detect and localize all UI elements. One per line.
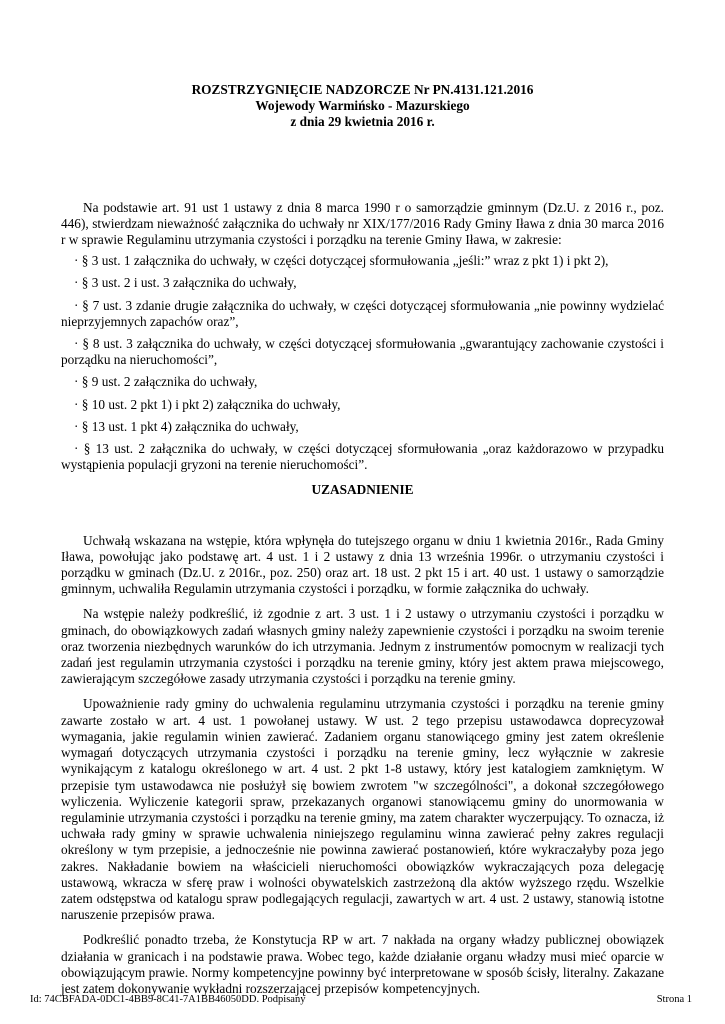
document-title: ROZSTRZYGNIĘCIE NADZORCZE Nr PN.4131.121.2016 bbox=[191, 82, 534, 97]
intro-paragraph: Na podstawie art. 91 ust 1 ustawy z dnia 8 marca 1990 r o samorządzie gminnym (Dz.U. z 2016 r., poz. 446), stwierdzam nieważność załącznika do uchwały nr XIX/177/2016 Rady Gminy Iława z dnia 30 marca 2016 r w sprawie Regulaminu utrzymania czystości i porządku na terenie Gminy Iława, w zakresie: bbox=[61, 199, 664, 248]
list-item: · § 7 ust. 3 zdanie drugie załącznika do uchwały, w części dotyczącej sformułowania „nie powinny wydzielać nieprzyjemnych zapachów oraz”, bbox=[61, 297, 664, 329]
document-date: z dnia 29 kwietnia 2016 r. bbox=[290, 114, 435, 130]
body-paragraph: Uchwałą wskazana na wstępie, która wpłynęła do tutejszego organu w dniu 1 kwietnia 2016r., Rada Gminy Iława, powołując jako podstawę art. 4 ust. 1 i 2 ustawy z dnia 13 września 1996r. o utrzymaniu czystości i porządku w gminach (Dz.U. z 2016r., poz. 250) oraz art. 18 ust. 2 pkt 15 i art. 40 ust. 1 ustawy o samorządzie gminnym, uchwaliła Regulamin utrzymania czystości i porządku, w formie załącznika do uchwały. bbox=[61, 532, 664, 597]
list-item: · § 3 ust. 2 i ust. 3 załącznika do uchwały, bbox=[74, 275, 297, 291]
document-issuer: Wojewody Warmińsko - Mazurskiego bbox=[255, 98, 470, 114]
section-heading: UZASADNIENIE bbox=[311, 482, 414, 498]
document-page bbox=[61, 82, 664, 997]
list-item: · § 13 ust. 1 pkt 4) załącznika do uchwały, bbox=[74, 418, 299, 434]
list-item: · § 3 ust. 1 załącznika do uchwały, w części dotyczącej sformułowania „jeśli:” wraz z pkt 1) i pkt 2), bbox=[74, 253, 609, 269]
list-item: · § 8 ust. 3 załącznika do uchwały, w części dotyczącej sformułowania „gwarantujący zachowanie czystości i porządku na nieruchomości”, bbox=[61, 336, 664, 368]
footer-document-id: Id: 74CBFADA-0DC1-4BB9-8C41-7A1BB46050DD. Podpisany bbox=[30, 994, 306, 1005]
footer-page-number: Strona 1 bbox=[656, 994, 692, 1005]
body-paragraph: Na wstępie należy podkreślić, iż zgodnie z art. 3 ust. 1 i 2 ustawy o utrzymaniu czystości i porządku w gminach, do obowiązkowych zadań własnych gminy należy zapewnienie czystości i porządku na swoim terenie oraz tworzenia niezbędnych warunków do ich utrzymania. Jednym z instrumentów pomocnym w realizacji tych zadań jest regulamin utrzymania czystości i porządku na terenie gminy, który jest aktem prawa miejscowego, zawierającym szczegółowe zasady utrzymania czystości i porządku na terenie gminy. bbox=[61, 606, 664, 687]
list-item: · § 13 ust. 2 załącznika do uchwały, w części dotyczącej sformułowania „oraz każdorazowo w przypadku wystąpienia populacji gryzoni na terenie nieruchomości”. bbox=[61, 441, 664, 473]
body-paragraph: Upoważnienie rady gminy do uchwalenia regulaminu utrzymania czystości i porządku na terenie gminy zawarte zostało w art. 4 ust. 1 powołanej ustawy. W ust. 2 tego przepisu ustawodawca doprecyzował wymagania, jakie regulamin winien zawierać. Zadaniem organu stanowiącego gminy jest zatem określenie wymagań dotyczących utrzymania czystości i porządku na terenie gminy, lecz wyłącznie w zakresie wynikającym z katalogu określonego w art. 4 ust. 2 pkt 1-8 ustawy, który jest katalogiem zamkniętym. W przepisie tym ustawodawca nie posłużył się bowiem zwrotem "w szczególności", a dokonał szczegółowego wyliczenia. Wyliczenie kategorii spraw, przekazanych organowi stanowiącemu gminy do unormowania w regulaminie utrzymania czystości i porządku na terenie gminy, ma zatem charakter wyczerpujący. To oznacza, iż uchwała rady gminy w sprawie uchwalenia niniejszego regulaminu winna zawierać pełny zakres regulacji określony w tym przepisie, a jednocześnie nie powinna zawierać postanowień, które wykraczałyby poza jego zakres. Nakładanie bowiem na właścicieli nieruchomości obowiązków wykraczających poza delegację ustawową, wkracza w sferę praw i wolności obywatelskich zastrzeżoną dla aktów wyższego rzędu. Wszelkie zatem odstępstwa od katalogu spraw podlegających regulacji, zawartych w art. 4 ust. 2 ustawy, stanowią istotne naruszenie przepisów prawa. bbox=[61, 696, 664, 923]
body-paragraph: Podkreślić ponadto trzeba, że Konstytucja RP w art. 7 nakłada na organy władzy publicznej obowiązek działania w granicach i na podstawie prawa. Wobec tego, każde działanie organu władzy musi mieć oparcie w obowiązującym prawie. Normy kompetencyjne powinny być interpretowane w sposób ścisły, literalny. Zakazane jest zatem dokonywanie wykładni rozszerzającej przepisów kompetencyjnych. bbox=[61, 932, 664, 996]
list-item: · § 9 ust. 2 załącznika do uchwały, bbox=[74, 374, 258, 390]
list-item: · § 10 ust. 2 pkt 1) i pkt 2) załącznika do uchwały, bbox=[74, 396, 341, 412]
